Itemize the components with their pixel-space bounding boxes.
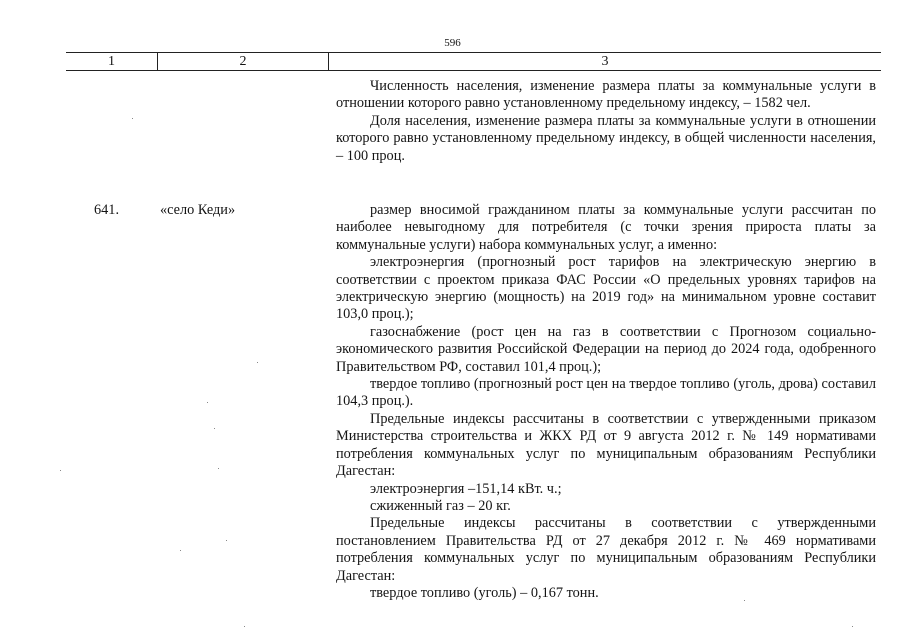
paragraph: Численность населения, изменение размера платы за коммунальные услуги в отношении которого равно установленному предельному индексу, – 1582 чел. [336, 78, 876, 112]
previous-row-continuation [336, 78, 876, 165]
paragraph: твердое топливо (прогнозный рост цен на твердое топливо (уголь, дрова) составил 104,3 проц.). [336, 376, 876, 410]
row-number: 641. [94, 202, 120, 218]
paragraph: Предельные индексы рассчитаны в соответствии с утвержденными постановлением Правительства РД от 27 декабря 2012 г. № 469 нормативами потребления коммунальных услуг по муниципальным образованиям Республики Дагестан: [336, 515, 876, 584]
settlement-name: «село Кеди» [160, 202, 236, 218]
column-header-2: 2 [239, 54, 247, 69]
paragraph: размер вносимой гражданином платы за коммунальные услуги рассчитан по наиболее невыгодному для потребителя (с точки зрения прироста платы за коммунальные услуги) набора коммунальных услуг, а именно: [336, 202, 876, 253]
column-header-row [66, 52, 881, 71]
page-number: 596 [444, 37, 461, 49]
paragraph: твердое топливо (уголь) – 0,167 тонн. [370, 584, 599, 601]
column-header-1: 1 [108, 54, 115, 69]
paragraph: электроэнергия –151,14 кВт. ч.; [370, 480, 562, 497]
paragraph: Предельные индексы рассчитаны в соответствии с утвержденными приказом Министерства строительства и ЖКХ РД от 9 августа 2012 г. № 149 нормативами потребления коммунальных услуг по муниципальным образованиям Республики Дагестан: [336, 410, 876, 480]
paragraph: электроэнергия (прогнозный рост тарифов на электрическую энергию в соответствии с проектом приказа ФАС России «О предельных уровнях тарифов на электрическую энергию (мощность) на 2019 год» на минимальном уровне составит 103,0 проц.); [336, 254, 876, 323]
paragraph: Доля населения, изменение размера платы за коммунальные услуги в отношении которого равно установленному предельному индексу, в общей численности населения, – 100 проц. [336, 112, 876, 164]
column-header-3: 3 [601, 54, 609, 69]
paragraph: сжиженный газ – 20 кг. [370, 497, 511, 514]
paragraph: газоснабжение (рост цен на газ в соответствии с Прогнозом социально-экономического развития Российской Федерации на период до 2024 года, одобренного Правительством РФ, составил 101,4 проц.); [336, 323, 876, 375]
row-description [336, 202, 876, 602]
